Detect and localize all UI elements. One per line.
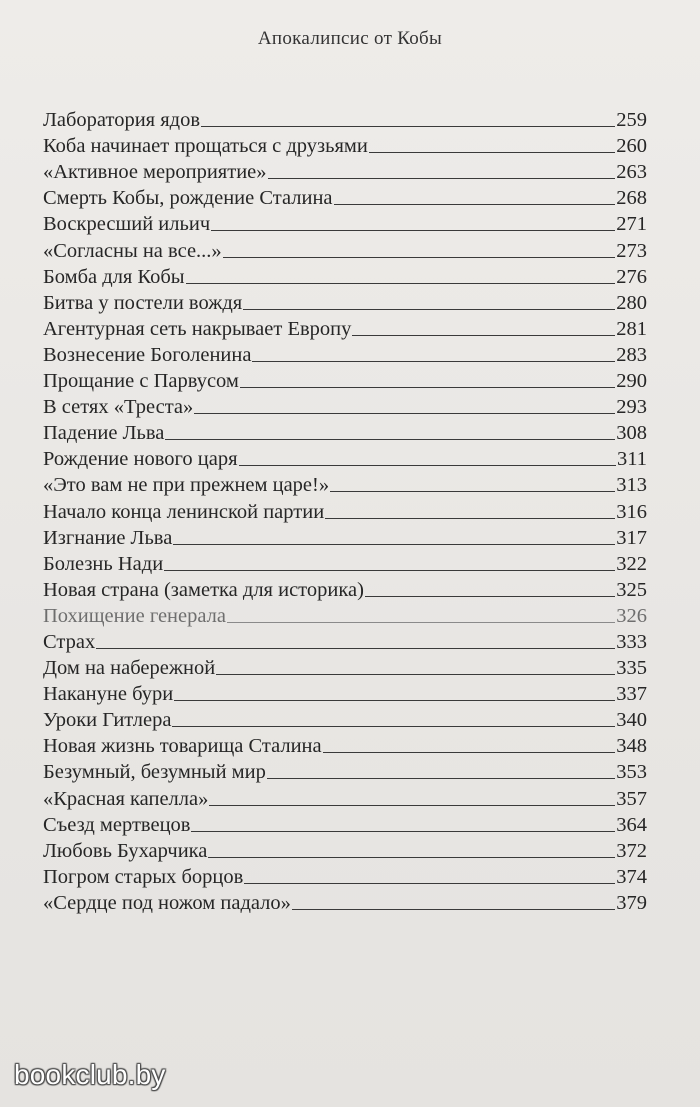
toc-leader-line (244, 883, 615, 884)
table-of-contents (43, 105, 647, 914)
toc-entry-title: Воскресший ильич (43, 213, 211, 236)
toc-entry-page: 280 (616, 291, 647, 314)
toc-entry-title: «Активное мероприятие» (43, 161, 267, 184)
toc-entry (43, 601, 647, 627)
toc-leader-line (186, 283, 616, 284)
toc-entry (43, 757, 647, 783)
toc-leader-line (208, 857, 615, 858)
toc-leader-line (201, 126, 615, 127)
toc-entry-title: Страх (43, 630, 96, 653)
toc-entry (43, 810, 647, 836)
toc-leader-line (365, 596, 615, 597)
toc-entry (43, 262, 647, 288)
toc-entry-page: 374 (616, 865, 647, 888)
toc-leader-line (174, 700, 615, 701)
toc-entry-page: 276 (616, 265, 647, 288)
toc-entry-page: 317 (616, 526, 647, 549)
toc-entry-title: Новая жизнь товарища Сталина (43, 735, 322, 758)
toc-entry-page: 379 (616, 891, 647, 914)
toc-entry-page: 364 (616, 813, 647, 836)
toc-leader-line (173, 544, 615, 545)
toc-entry-title: Коба начинает прощаться с друзьями (43, 135, 368, 158)
toc-entry-page: 335 (616, 657, 647, 680)
toc-leader-line (209, 805, 615, 806)
toc-entry-page: 260 (616, 135, 647, 158)
toc-entry (43, 131, 647, 157)
toc-leader-line (292, 909, 615, 910)
toc-entry-title: Падение Льва (43, 422, 165, 445)
toc-leader-line (96, 648, 615, 649)
toc-leader-line (268, 178, 616, 179)
toc-entry-page: 326 (616, 604, 647, 627)
toc-entry (43, 470, 647, 496)
running-head: Апокалипсис от Кобы (257, 28, 443, 49)
toc-entry (43, 523, 647, 549)
toc-entry (43, 731, 647, 757)
toc-entry-page: 308 (616, 422, 647, 445)
toc-entry-page: 322 (616, 552, 647, 575)
toc-entry (43, 366, 647, 392)
toc-leader-line (240, 387, 615, 388)
toc-entry-title: Битва у постели вождя (43, 291, 243, 314)
toc-leader-line (194, 413, 615, 414)
toc-entry (43, 314, 647, 340)
toc-entry (43, 288, 647, 314)
toc-entry (43, 183, 647, 209)
toc-entry-title: Погром старых борцов (43, 865, 244, 888)
toc-entry-page: 337 (616, 683, 647, 706)
toc-entry-page: 283 (616, 343, 647, 366)
toc-leader-line (252, 361, 615, 362)
toc-entry (43, 653, 647, 679)
toc-entry-page: 313 (616, 474, 647, 497)
toc-entry-page: 259 (616, 109, 647, 132)
toc-entry-page: 281 (616, 317, 647, 340)
toc-entry-page: 348 (616, 735, 647, 758)
toc-entry-title: Похищение генерала (43, 604, 226, 627)
toc-leader-line (227, 622, 615, 623)
toc-entry-title: Уроки Гитлера (43, 709, 172, 732)
toc-leader-line (325, 518, 615, 519)
toc-entry-page: 311 (617, 448, 647, 471)
toc-entry (43, 575, 647, 601)
toc-entry (43, 157, 647, 183)
toc-entry-page: 333 (616, 630, 647, 653)
toc-entry (43, 836, 647, 862)
toc-entry (43, 705, 647, 731)
toc-leader-line (239, 465, 616, 466)
toc-entry-title: Агентурная сеть накрывает Европу (43, 317, 352, 340)
toc-leader-line (243, 309, 615, 310)
toc-leader-line (334, 204, 616, 205)
toc-entry-page: 372 (616, 839, 647, 862)
toc-leader-line (330, 491, 615, 492)
toc-entry (43, 888, 647, 914)
toc-entry-title: Прощание с Парвусом (43, 370, 239, 393)
toc-entry-title: Изгнание Льва (43, 526, 173, 549)
toc-entry-title: Бомба для Кобы (43, 265, 185, 288)
toc-leader-line (216, 674, 615, 675)
toc-entry-title: «Сердце под ножом падало» (43, 891, 291, 914)
toc-leader-line (267, 778, 615, 779)
toc-entry-page: 353 (616, 761, 647, 784)
toc-entry (43, 549, 647, 575)
toc-entry (43, 392, 647, 418)
toc-entry (43, 783, 647, 809)
toc-entry-title: Рождение нового царя (43, 448, 238, 471)
toc-entry-title: Съезд мертвецов (43, 813, 191, 836)
toc-entry-page: 340 (616, 709, 647, 732)
site-watermark: bookclub.by (14, 1059, 166, 1090)
toc-entry-page: 273 (616, 239, 647, 262)
toc-entry-title: Накануне бури (43, 683, 174, 706)
toc-entry (43, 496, 647, 522)
toc-entry-title: Болезнь Нади (43, 552, 164, 575)
toc-entry (43, 862, 647, 888)
toc-entry-title: Смерть Кобы, рождение Сталина (43, 187, 333, 210)
toc-entry-title: Начало конца ленинской партии (43, 500, 325, 523)
toc-leader-line (352, 335, 615, 336)
toc-entry (43, 627, 647, 653)
toc-entry-page: 316 (616, 500, 647, 523)
toc-entry-title: «Красная капелла» (43, 787, 209, 810)
toc-entry (43, 209, 647, 235)
toc-entry-page: 293 (616, 396, 647, 419)
toc-entry-page: 268 (616, 187, 647, 210)
toc-leader-line (211, 230, 615, 231)
toc-entry-title: Любовь Бухарчика (43, 839, 208, 862)
toc-entry (43, 235, 647, 261)
toc-leader-line (191, 831, 615, 832)
toc-entry-title: Лаборатория ядов (43, 109, 201, 132)
toc-entry-page: 357 (616, 787, 647, 810)
toc-entry-page: 325 (616, 578, 647, 601)
toc-leader-line (369, 152, 615, 153)
toc-entry-page: 263 (616, 161, 647, 184)
toc-entry-title: Дом на набережной (43, 657, 216, 680)
toc-leader-line (164, 570, 615, 571)
toc-entry-title: В сетях «Треста» (43, 396, 194, 419)
toc-entry (43, 105, 647, 131)
toc-leader-line (323, 752, 616, 753)
toc-leader-line (172, 726, 615, 727)
toc-entry-page: 271 (616, 213, 647, 236)
toc-leader-line (165, 439, 615, 440)
toc-entry-title: Безумный, безумный мир (43, 761, 266, 784)
toc-entry-title: «Это вам не при прежнем царе!» (43, 474, 330, 497)
toc-entry-page: 290 (616, 370, 647, 393)
toc-entry (43, 679, 647, 705)
toc-entry-title: Вознесение Боголенина (43, 343, 252, 366)
toc-entry (43, 444, 647, 470)
toc-entry (43, 418, 647, 444)
toc-entry-title: Новая страна (заметка для историка) (43, 578, 364, 601)
toc-leader-line (223, 257, 616, 258)
toc-entry-title: «Согласны на все...» (43, 239, 222, 262)
toc-entry (43, 340, 647, 366)
